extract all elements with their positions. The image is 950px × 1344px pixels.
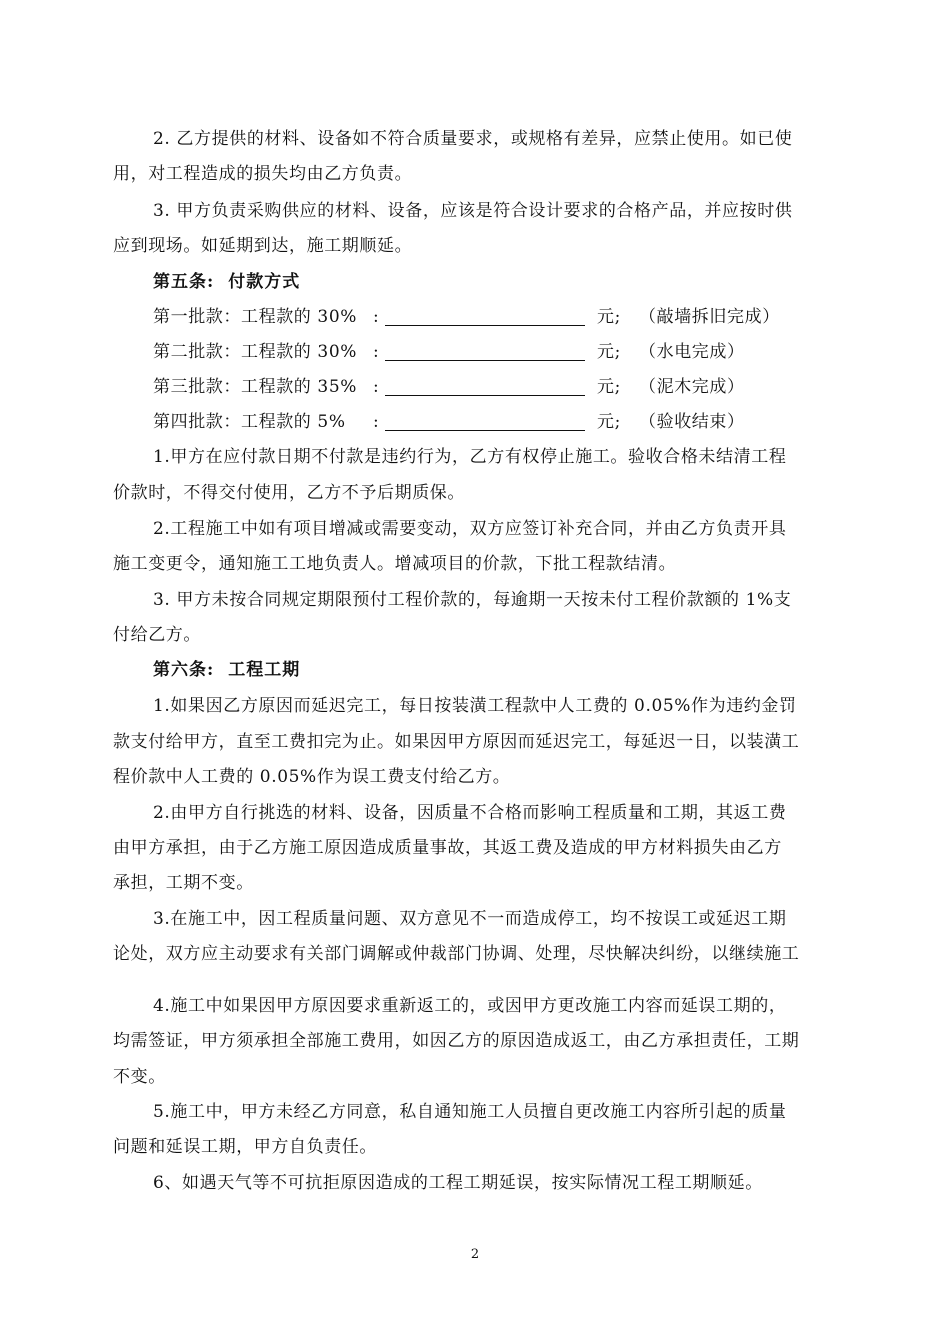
payment-colon: : <box>373 307 380 327</box>
payment-unit: 元; <box>597 412 621 432</box>
clause-5-1-line-2: 价款时，不得交付使用，乙方不予后期质保。 <box>113 483 465 503</box>
clause-6-4-line-1: 4.施工中如果因甲方原因要求重新返工的，或因甲方更改施工内容而延误工期的， <box>153 996 787 1016</box>
clause-6-6-line-1: 6、如遇天气等不可抗拒原因造成的工程工期延误，按实际情况工程工期顺延。 <box>153 1173 763 1193</box>
payment-amount-blank[interactable] <box>385 410 585 431</box>
payment-note: （水电完成） <box>639 342 745 362</box>
payment-note: （泥木完成） <box>639 377 745 397</box>
payment-unit: 元; <box>597 342 621 362</box>
payment-unit: 元; <box>597 377 621 397</box>
clause-6-1-line-3: 程价款中人工费的 0.05%作为误工费支付给乙方。 <box>113 767 511 787</box>
clause-5-2-line-2: 施工变更令，通知施工工地负责人。增减项目的价款，下批工程款结清。 <box>113 554 677 574</box>
clause-6-3-line-1: 3.在施工中，因工程质量问题、双方意见不一而造成停工，均不按误工或延迟工期 <box>153 909 787 929</box>
payment-label: 第一批款：工程款的 30% <box>153 307 357 327</box>
payment-amount-blank[interactable] <box>385 305 585 326</box>
section-5-heading <box>153 270 878 294</box>
payment-colon: : <box>373 377 380 397</box>
payment-amount-blank[interactable] <box>385 340 585 361</box>
payment-label: 第四批款：工程款的 5% <box>153 412 346 432</box>
clause-5-1-line-1: 1.甲方在应付款日期不付款是违约行为，乙方有权停止施工。验收合格未结清工程 <box>153 447 787 467</box>
payment-unit: 元; <box>597 307 621 327</box>
section-5-number: 第五条: <box>153 272 215 292</box>
clause-4-2-line-1: 2. 乙方提供的材料、设备如不符合质量要求，或规格有差异，应禁止使用。如已使 <box>153 129 793 149</box>
clause-6-4-line-2: 均需签证，甲方须承担全部施工费用，如因乙方的原因造成返工，由乙方承担责任，工期 <box>113 1031 800 1051</box>
clause-5-2-line-1: 2.工程施工中如有项目增减或需要变动，双方应签订补充合同，并由乙方负责开具 <box>153 519 787 539</box>
clause-5-3-line-1: 3. 甲方未按合同规定期限预付工程价款的，每逾期一天按未付工程价款额的 1%支 <box>153 590 792 610</box>
clause-4-3-line-1: 3. 甲方负责采购供应的材料、设备，应该是符合设计要求的合格产品，并应按时供 <box>153 201 793 221</box>
section-6-heading <box>153 658 878 682</box>
clause-6-2-line-1: 2.由甲方自行挑选的材料、设备，因质量不合格而影响工程质量和工期，其返工费 <box>153 803 787 823</box>
page-number: 2 <box>470 1247 480 1262</box>
clause-4-3-line-2: 应到现场。如延期到达，施工期顺延。 <box>113 236 413 256</box>
payment-label: 第三批款：工程款的 35% <box>153 377 357 397</box>
payment-colon: : <box>373 342 380 362</box>
clause-6-1-line-1: 1.如果因乙方原因而延迟完工，每日按装潢工程款中人工费的 0.05%作为违约金罚 <box>153 696 797 716</box>
clause-6-1-line-2: 款支付给甲方，直至工费扣完为止。如果因甲方原因而延迟完工，每延迟一日，以装潢工 <box>113 732 800 752</box>
clause-6-4-line-3: 不变。 <box>113 1067 166 1087</box>
clause-5-3-line-2: 付给乙方。 <box>113 625 201 645</box>
section-6-title: 工程工期 <box>228 660 301 680</box>
payment-amount-blank[interactable] <box>385 375 585 396</box>
clause-6-5-line-1: 5.施工中，甲方未经乙方同意，私自通知施工人员擅自更改施工内容所引起的质量 <box>153 1102 787 1122</box>
clause-6-3-line-2: 论处，双方应主动要求有关部门调解或仲裁部门协调、处理，尽快解决纠纷，以继续施工 <box>113 944 800 964</box>
section-5-title: 付款方式 <box>228 272 301 292</box>
payment-label: 第二批款：工程款的 30% <box>153 342 357 362</box>
clause-6-2-line-2: 由甲方承担，由于乙方施工原因造成质量事故，其返工费及造成的甲方材料损失由乙方 <box>113 838 782 858</box>
payment-colon: : <box>373 412 380 432</box>
payment-note: （敲墙拆旧完成） <box>639 307 780 327</box>
clause-4-2-line-2: 用，对工程造成的损失均由乙方负责。 <box>113 164 413 184</box>
payment-note: （验收结束） <box>639 412 745 432</box>
section-6-number: 第六条: <box>153 660 215 680</box>
clause-6-5-line-2: 问题和延误工期，甲方自负责任。 <box>113 1137 377 1157</box>
clause-6-2-line-3: 承担，工期不变。 <box>113 873 254 893</box>
